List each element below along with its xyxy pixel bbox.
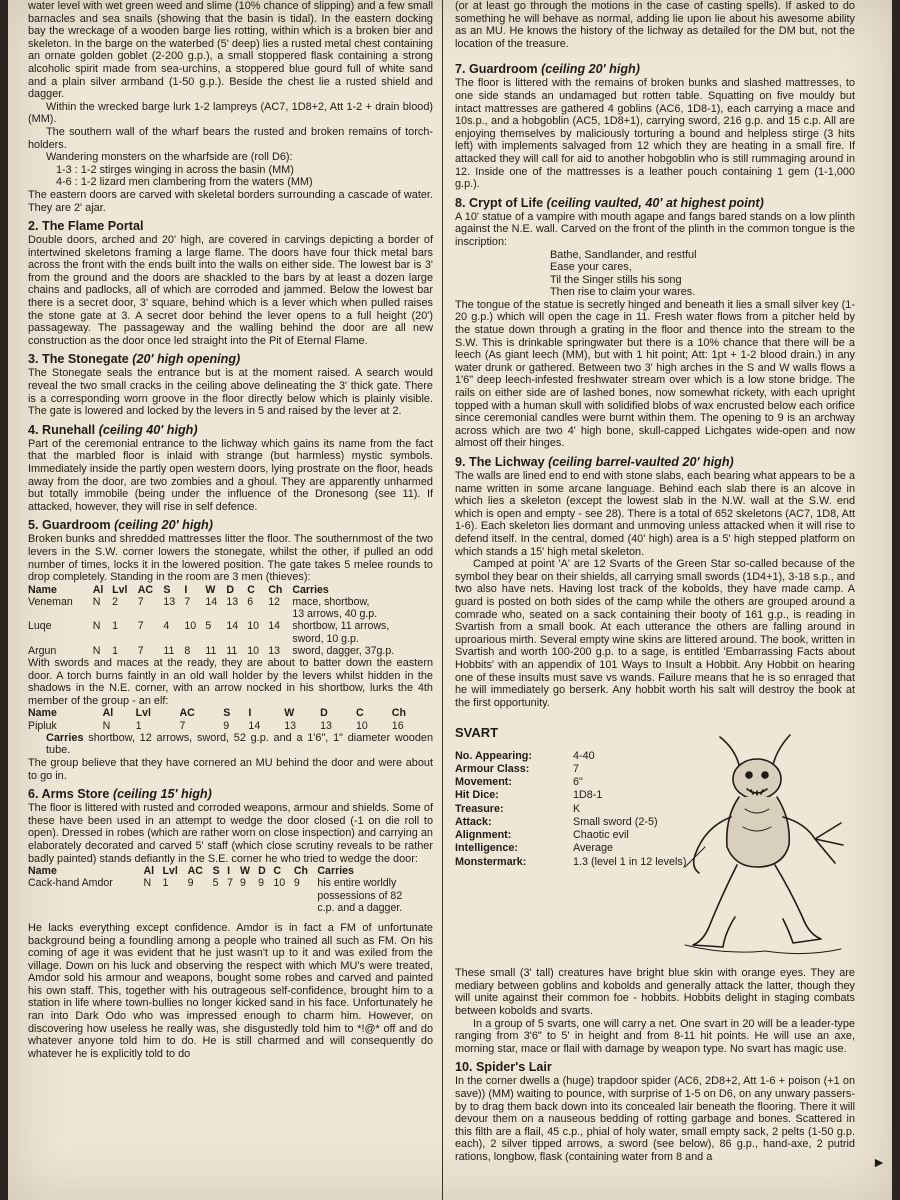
table-cell: 13 xyxy=(268,644,281,657)
th-d: D xyxy=(226,583,234,596)
thief-row xyxy=(28,608,433,620)
table-cell: 2 xyxy=(112,595,119,608)
table-cell: 6 xyxy=(247,595,254,608)
section-2-text: Double doors, arched and 20' high, are covered in carvings depicting a border of intertwined skeletons framing a large flame. The doors have four thick metal bars across the front with the ends built into the walls on either side. The lowest bar is 3' from the ground and the doors are shackled to the bars by at least a dozen large chains and padlocks, all of which are corroded and jammed. Below the lowest bar there is a secret door, 3' square, behind which is a lever which when pulled raises the stone gate at 3. A secret door behind the lever opens to a full height (20') passageway. The passageway and the walling behind the door are all new construction as the door once led straight into the Pit of Eternal Flame. xyxy=(28,234,433,347)
table-cell: 5 xyxy=(205,620,212,633)
table-cell: 7 xyxy=(137,620,144,633)
table-cell xyxy=(294,890,318,902)
table-cell: 10 xyxy=(247,644,260,657)
th-s: S xyxy=(163,583,171,596)
th-i: I xyxy=(184,583,188,596)
poem-line-1: Bathe, Sandlander, and restful xyxy=(550,248,697,261)
table-cell xyxy=(227,890,240,902)
thieves-table xyxy=(28,584,433,657)
svart-illustration-icon xyxy=(665,727,855,963)
section-2-title: 2. The Flame Portal xyxy=(28,219,144,234)
th-ch: Ch xyxy=(293,865,308,878)
elf-carries xyxy=(46,732,433,757)
table-cell: possessions of 82 xyxy=(317,889,403,902)
table-cell xyxy=(240,890,258,902)
section-7-title: 7. Guardroom xyxy=(455,62,538,77)
table-cell: Argun xyxy=(28,644,57,657)
section-5-text: Broken bunks and shredded mattresses litter the floor. The southernmost of the two levers in the S.W. corner lowers the stonegate, whilst the other, if pulled an odd number of times, locks it in the lowered position. The gate takes 5 melee rounds to drop completely. Standing in the room are 3 men (thieves): xyxy=(28,533,433,584)
intro-paragraph-4: Wandering monsters on the wharfside are (roll D6): xyxy=(46,151,293,164)
section-3-title: 3. The Stonegate xyxy=(28,352,129,367)
section-3-heading xyxy=(28,352,433,366)
table-cell xyxy=(213,902,227,914)
svart-title: SVART xyxy=(455,725,499,741)
th-ac: AC xyxy=(179,707,195,720)
table-cell xyxy=(28,608,93,620)
table-cell: 9 xyxy=(223,719,230,732)
thieves-table-header xyxy=(28,584,433,596)
table-cell: 13 xyxy=(163,595,176,608)
th-c: C xyxy=(355,707,364,720)
th-carries: Carries xyxy=(317,865,354,878)
table-cell: 10 xyxy=(273,877,286,890)
section-10-title: 10. Spider's Lair xyxy=(455,1060,552,1075)
section-8-heading xyxy=(455,196,855,210)
right-column xyxy=(455,0,855,1200)
table-cell: 10 xyxy=(355,719,368,732)
table-cell xyxy=(273,890,294,902)
table-cell: 7 xyxy=(137,595,144,608)
th-i: I xyxy=(248,707,252,720)
table-cell xyxy=(188,902,213,914)
section-9-heading xyxy=(455,455,855,469)
section-3-text: The Stonegate seals the entrance but is at the moment raised. A search would reveal the two small cracks in the ceiling above delineating the 3' thick gate. There is a corresponding worn groove in the floor directly below which is plainly visible. The gate is lowered and locked by the levers in 5 and raised by the lever at 2. xyxy=(28,367,433,418)
section-8-subtitle: (ceiling vaulted, 40' at highest point) xyxy=(546,195,764,210)
table-cell: 7 xyxy=(137,644,144,657)
th-lvl: Lvl xyxy=(135,707,151,720)
section-9-title: 9. The Lichway xyxy=(455,455,545,469)
table-cell: 13 xyxy=(320,719,332,732)
thief-row xyxy=(28,596,433,608)
th-d: D xyxy=(258,865,266,878)
table-cell: 14 xyxy=(248,719,261,732)
svart-stat-label: Armour Class: xyxy=(455,763,530,776)
table-cell: 8 xyxy=(184,644,191,657)
th-name: Name xyxy=(28,583,57,596)
thief-row xyxy=(28,633,433,645)
svart-stat-label: Monstermark: xyxy=(455,855,527,868)
table-cell: 9 xyxy=(258,877,265,890)
table-cell xyxy=(28,902,143,914)
svart-stat-value: Small sword (2-5) xyxy=(573,815,658,828)
left-column xyxy=(28,0,433,1200)
th-name: Name xyxy=(28,707,57,720)
table-cell: 1 xyxy=(135,719,142,732)
table-cell: Pipluk xyxy=(28,719,57,732)
table-cell: 9 xyxy=(239,877,246,890)
th-s: S xyxy=(212,865,220,878)
svart-stat-value: Average xyxy=(573,842,614,855)
table-cell: Luqe xyxy=(28,620,52,633)
table-cell xyxy=(188,890,213,902)
section-5-text-2: With swords and maces at the ready, they are about to batter down the eastern door. A torch burns faintly in an old wall holder by the levers whilst hidden in the shadows in the N.E. corner, with an arrow nocked in his shortbow, lurks the 4th member of the group - an elf: xyxy=(28,656,433,707)
right-top-text: (or at least go through the motions in the case of casting spells). If asked to do something he will behave as normal, adding lie upon lie about his awesome ability as an MU. He knows the history of the lichway as detailed for the DM but, not the location of the treasure. xyxy=(455,0,855,50)
section-8-title: 8. Crypt of Life xyxy=(455,195,544,210)
table-cell xyxy=(247,633,268,645)
th-al: Al xyxy=(102,707,114,720)
th-lvl: Lvl xyxy=(112,583,128,596)
table-cell xyxy=(258,902,273,914)
section-4-heading xyxy=(28,423,433,437)
table-cell xyxy=(226,633,247,645)
section-6-subtitle: (ceiling 15' high) xyxy=(112,787,212,802)
poem-line-4: Then rise to claim your wares. xyxy=(550,286,696,299)
table-cell xyxy=(184,633,205,645)
table-cell xyxy=(163,608,184,620)
svart-stat-value: 7 xyxy=(573,763,580,776)
table-cell: 14 xyxy=(268,620,281,633)
table-cell xyxy=(28,633,93,645)
table-cell xyxy=(162,902,187,914)
continue-arrow-icon: ► xyxy=(872,1154,886,1170)
elf-table xyxy=(28,707,433,731)
table-cell: 12 xyxy=(268,595,281,608)
table-cell: 5 xyxy=(212,877,219,890)
section-5-heading xyxy=(28,518,433,532)
elf-carries-text: shortbow, 12 arrows, sword, 52 g.p. and a 1'6", 1" diameter wooden tube. xyxy=(46,731,433,757)
table-cell xyxy=(93,608,112,620)
table-cell xyxy=(138,633,164,645)
table-cell xyxy=(143,902,162,914)
table-cell: N xyxy=(92,644,101,657)
section-9-subtitle: (ceiling barrel-vaulted 20' high) xyxy=(548,455,734,469)
th-s: S xyxy=(223,707,231,720)
svart-description: These small (3' tall) creatures have bright blue skin with orange eyes. They are mediary between goblins and kobolds and generally attack the latter, though they will unite against their common foe - hobbits. Hobbits delight in staging combats between kobolds and svarts. xyxy=(455,967,855,1018)
table-cell: shortbow, 11 arrows, xyxy=(292,620,390,633)
table-cell: 13 arrows, 40 g.p. xyxy=(292,608,378,621)
table-cell xyxy=(213,890,227,902)
th-c: C xyxy=(247,583,255,596)
table-cell xyxy=(247,608,268,620)
section-7-heading xyxy=(455,62,855,76)
elf-row xyxy=(28,720,433,732)
table-cell xyxy=(28,890,143,902)
section-7-text: The floor is littered with the remains of broken bunks and slashed mattresses, to one side stands an undamaged but rotten table. Squatting on five mouldy but intact mattresses are gathered 4 goblins (AC6, 1D8-1), each carrying a mace and 10s.p., and a hobgoblin (AC5, 1D8+1), carrying sword, 216 g.p. and 15 c.p. All are enjoying themselves by maliciously torturing a bound and helpless stirge (3 hits left) with implements salvaged from 12 which they are heating in a small fire. If attacked they will call for aid to another hobgoblin who is still rummaging around in 12. Inside one of the mattresses is a leather pouch containing 1 gem (1-1,000 g.p.). xyxy=(455,77,855,191)
table-cell: 11 xyxy=(163,644,175,657)
svart-stat-label: No. Appearing: xyxy=(455,749,532,762)
section-3-subtitle: (20' high opening) xyxy=(132,352,241,367)
th-ac: AC xyxy=(137,583,154,596)
table-cell xyxy=(258,890,273,902)
table-cell xyxy=(273,902,294,914)
svart-stat-label: Hit Dice: xyxy=(455,789,499,802)
table-cell: 14 xyxy=(205,595,218,608)
th-ch: Ch xyxy=(391,707,406,720)
table-cell xyxy=(143,890,162,902)
section-5-text-3: The group believe that they have cornered an MU behind the door and were about to go in. xyxy=(28,756,433,782)
th-i: I xyxy=(227,865,231,878)
amdor-table xyxy=(28,865,433,914)
th-ch: Ch xyxy=(268,583,283,596)
table-cell: 10 xyxy=(184,620,197,633)
th-d: D xyxy=(320,707,328,720)
table-cell: N xyxy=(143,877,152,890)
intro-paragraph-3: The southern wall of the wharf bears the rusted and broken remains of torch-holders. xyxy=(28,125,433,151)
section-10-text: In the corner dwells a (huge) trapdoor spider (AC6, 2D8+2, Att 1-6 + poison (+1 on save)) (MM) waiting to pounce, with surprise of 1-5 on D6, on any unwary passers-by to drag them back down into its concealed lair beneath the flooring. There it will devour them on a nauseous bedding of rotting garbage and bones. Scattered in this filth are a flail, 45 c.p., phial of holy water, small empty sack, 2 pelts (1-50 g.p. each), 2 silver tipped arrows, a sword (see below), 86 g.p., hand-axe, 2 putrid rations, longbow, flask (containing water from 8 and a xyxy=(455,1075,855,1163)
th-carries: Carries xyxy=(292,583,329,596)
svart-stat-value: 1D8-1 xyxy=(573,789,603,802)
table-cell: 1 xyxy=(162,877,169,890)
section-9-text: The walls are lined end to end with stone slabs, each bearing what appears to be a name written in some arcane language. Behind each slab there is an alcove in which lies a skeleton (except the lowest slab in the N.W. wall at the S.W. end which is open and empty - see 28). There is a total of 652 skeletons (AC7, 1D8, Att 1-6). Each skeleton lies dormant and unmoving unless attacked when it will rise to defend itself. In the central, domed (40' high) area is a 5' high stepped platform on which stands a 15' high metal skeleton. xyxy=(455,470,855,558)
table-cell xyxy=(93,633,112,645)
section-8-text-2: The tongue of the statue is secretly hinged and beneath it lies a small silver key (1-20 g.p.) which will open the cage in 11. Fresh water flows from a pitcher held by the statue down through a grating in the floor and thence into the stream to the S.W. This is drinkable springwater but there is a 10% chance that there will be a leech (As giant leech (MM), but with 1 hit point; Att: 1pt + 1-2 blood drain.) in any water drunk or gathered. Between two 3' high arches in the S and W walls flows a 1'6" deep leech-infested freshwater stream over which is a low stone bridge. The rails on either side are of lashed bones, now somewhat rickety, with each upright topped with a human skull with solidified blobs of wax encrusted below each orifice since ceremonial candles were burnt within them. The opening to 9 is an archway across which are two 4' high bone, skull-capped Lichgates wide-open and now almost off their hinges. xyxy=(455,298,855,450)
svart-stat-label: Alignment: xyxy=(455,829,512,842)
thief-row xyxy=(28,645,433,657)
table-cell: mace, shortbow, xyxy=(292,595,370,608)
svart-stat-value: 1.3 (level 1 in 12 levels) xyxy=(573,855,687,868)
section-4-title: 4. Runehall xyxy=(28,422,96,437)
table-cell: 14 xyxy=(226,620,239,633)
table-cell xyxy=(205,608,226,620)
intro-end: The eastern doors are carved with skeletal borders surrounding a cascade of water. They are 2' ajar. xyxy=(28,188,433,214)
table-cell xyxy=(138,608,164,620)
intro-paragraph-2: Within the wrecked barge lurk 1-2 lampreys (AC7, 1D8+2, Att 1-2 + drain blood) (MM). xyxy=(28,100,433,126)
svart-stat-label: Intelligence: xyxy=(455,842,518,855)
wander-item-1: 1-3 : 1-2 stirges winging in across the basin (MM) xyxy=(56,163,294,176)
table-cell xyxy=(205,633,226,645)
section-9-text-2: Camped at point 'A' are 12 Svarts of the Green Star so-called because of the symbol they bear on their shields, all carrying small swords (1D4+1), 3-18 s.p., and two also have nets. Having lost track of the kobolds, they have made camp. A guard is posted on both sides of the camp while the others are grouped around a comrade who, seated on a sack containing their booty of 161 g.p., is reading in Svartish from a small book. At each utterance the others are falling around in uproarious mirth. Several empty wine skins are littered around. The book, written in Svartish and worth 100-200 g.p. to a sage, is entitled 'Embarrassing Facts about Hobbits' with an appendix of 101 Ways to Insult a Hobbit. Any Hobbit on hearing one of these insults must save vs wands. Failure means that he is so enraged that he will immediately go berserk. Any hobbit worth his salt will destroy the book at the first opportunity. xyxy=(455,558,855,709)
table-cell: N xyxy=(92,595,101,608)
table-cell: 9 xyxy=(187,877,194,890)
th-w: W xyxy=(284,707,295,720)
table-cell xyxy=(268,608,292,620)
table-cell xyxy=(184,608,205,620)
table-cell xyxy=(294,902,318,914)
section-6-heading xyxy=(28,787,433,801)
section-4-text: Part of the ceremonial entrance to the lichway which gains its name from the fact that the marbled floor is inlaid with strange (but harmless) mystic symbols. Immediately inside the partly open western doors, lying prostrate on the floor, heads away from the door, are two zombies and a ghoul. They are apparently unharmed but totally immobile (being under the influence of the Dronesong (see 11). If attacked, however, they will rise in self defence. xyxy=(28,437,433,513)
svart-stat-label: Treasure: xyxy=(455,802,504,815)
thief-row xyxy=(28,620,433,632)
svart-stat-value: 4-40 xyxy=(573,749,595,762)
table-cell: 11 xyxy=(205,644,217,657)
svart-monster-block xyxy=(455,727,855,967)
table-cell xyxy=(240,902,258,914)
section-4-subtitle: (ceiling 40' high) xyxy=(98,422,198,437)
page-sheet xyxy=(8,0,892,1200)
table-cell: 7 xyxy=(227,877,233,890)
wander-item-2: 4-6 : 1-2 lizard men clambering from the waters (MM) xyxy=(56,176,313,189)
poem-line-3: Til the Singer stills his song xyxy=(550,273,682,286)
section-5-title: 5. Guardroom xyxy=(28,518,111,533)
table-cell: 11 xyxy=(226,644,238,657)
table-cell xyxy=(268,633,292,645)
section-6-text: The floor is littered with rusted and corroded weapons, armour and shields. Some of these have been used in an attempt to wedge the door closed (-1 on die roll to open). Dressed in robes (which are rather worn on close inspection) and carrying an elaborately decorated and carved 5' staff (which close scrutiny reveals to be rather badly painted) stands defiantly in the S.E. corner he who tried to wedge the door: xyxy=(28,802,433,865)
svart-stat-label: Movement: xyxy=(455,776,512,789)
table-cell: N xyxy=(92,620,101,633)
svart-stat-value: 6" xyxy=(573,776,583,789)
svart-stat-label: Attack: xyxy=(455,815,492,828)
section-6-title: 6. Arms Store xyxy=(28,787,110,802)
table-cell: 1 xyxy=(112,644,119,657)
th-w: W xyxy=(205,583,216,596)
table-cell xyxy=(226,608,247,620)
column-divider xyxy=(442,0,443,1200)
table-cell: 7 xyxy=(179,719,186,732)
table-cell xyxy=(112,633,138,645)
th-al: Al xyxy=(92,583,104,596)
th-name: Name xyxy=(28,865,57,878)
section-6-text-2: He lacks everything except confidence. Amdor is in fact a FM of unfortunate background being a foundling among a people who trained all such as FM. On his coming of age it was evident that he just wasn't up to it and was exiled from the village. Down on his luck and observing the respect with which MU's were treated, Amdor sold his armour and weapons, bought some robes and carved and painted his own staff. This, together with his outrageous self-confidence, brought him to a station in life where town-bullies no longer kicked sand in his face. Unfortunately he ran into Dark Odo who was impressed enough to charm him. However, on discovering how useless he really was, she disgustedly told him to *!@* off and do whatever anyone told him to do. He is still charmed and will consequently do whatever he is explicitly told to do xyxy=(28,921,433,1060)
section-7-subtitle: (ceiling 20' high) xyxy=(541,62,640,77)
amdor-row xyxy=(28,890,433,902)
table-cell: his entire worldly xyxy=(317,877,397,890)
th-w: W xyxy=(239,865,250,878)
table-cell xyxy=(227,902,240,914)
table-cell xyxy=(163,633,184,645)
table-cell: 10 xyxy=(247,620,260,633)
table-cell: 4 xyxy=(163,620,170,633)
amdor-table-header xyxy=(28,865,433,877)
table-cell: Cack-hand Amdor xyxy=(28,877,113,890)
table-cell: 13 xyxy=(284,719,297,732)
th-ac: AC xyxy=(187,865,203,878)
svart-stat-value: Chaotic evil xyxy=(573,829,629,842)
table-cell xyxy=(162,890,187,902)
amdor-row xyxy=(28,877,433,889)
elf-carries-label: Carries xyxy=(46,731,84,744)
table-cell: sword, dagger, 37g.p. xyxy=(292,644,395,657)
svart-stat-value: K xyxy=(573,802,581,815)
section-5-subtitle: (ceiling 20' high) xyxy=(114,518,213,533)
table-cell: c.p. and a dagger. xyxy=(317,901,403,914)
table-cell: 7 xyxy=(184,595,191,608)
table-cell: 9 xyxy=(293,877,300,890)
th-lvl: Lvl xyxy=(162,865,178,878)
table-cell: 1 xyxy=(112,620,119,633)
table-cell xyxy=(112,608,138,620)
table-cell: N xyxy=(102,719,111,732)
svart-description-2: In a group of 5 svarts, one will carry a net. One svart in 20 will be a leader-type ranging from 3'6" to 5' in height and from 8-11 hit points. He will use an axe, morning star, mace or flail with damage by weapon type. No svart has magic use. xyxy=(455,1017,855,1055)
table-cell: 13 xyxy=(226,595,239,608)
section-8-text: A 10' statue of a vampire with mouth agape and fangs bared stands on a low plinth against the N.E. wall. Carved on the front of the plinth in the common tongue is the inscription: xyxy=(455,210,855,248)
intro-paragraph-1: water level with wet green weed and slime (10% chance of slipping) and a few small barnacles and sea snails (showing that the basin is tidal). In the eastern docking bay the wreckage of a wooden barge lies rotting, within which is a broken bier and skeleton. In the barge on the waterbed (5' deep) lies a rusted metal chest containing an ornate golden goblet (2-200 g.p.), a small stoppered flask containing a strong alcoholic spirit made from sea-urchins, a stoppered blue gourd full of white sand and a plain silver armband (1-50 g.p.). Beside the chest lie a rusted shield and dagger. xyxy=(28,0,433,101)
th-c: C xyxy=(273,865,281,878)
elf-table-header xyxy=(28,707,433,719)
table-cell: Veneman xyxy=(28,595,73,608)
table-cell: 16 xyxy=(391,719,404,732)
table-cell: sword, 10 g.p. xyxy=(292,632,359,645)
th-al: Al xyxy=(143,865,155,878)
amdor-row xyxy=(28,902,433,914)
poem-line-2: Ease your cares, xyxy=(550,261,632,274)
